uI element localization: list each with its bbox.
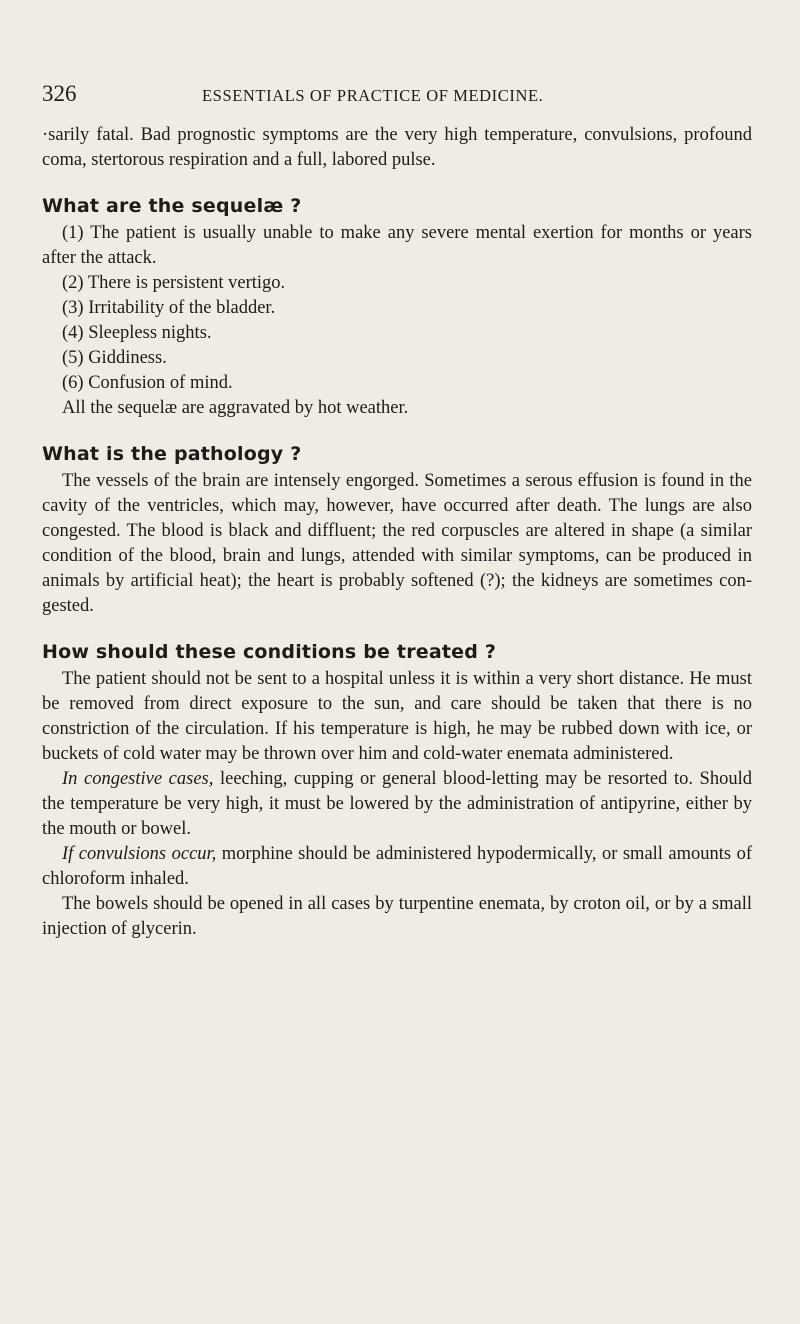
sequelae-closing: All the sequelæ are aggravated by hot weather. [62, 398, 409, 418]
body-text [42, 123, 752, 942]
congestive-lead: In congestive cases, [62, 769, 214, 789]
pathology-paragraph: The vessels of the brain are intensely engorged. Sometimes a serous effusion is found in the cavity of the ventricles, which may, however, have occurred after death. The lungs are also congested. The blood is black and diffluent; the red corpuscles are altered in shape (a similar condition of the blood, brain and lungs, attended with similar symptoms, can be produced in animals by artificial heat); the heart is probably softened (?); the kidneys are sometimes congested. [42, 471, 752, 616]
convulsions-paragraph [42, 842, 752, 892]
congestive-text: leeching, cupping or general blood-letting may be resorted to. Should the temperature be very high, it must be lowered by the administration of antipyrine, either by the mouth or bowel. [42, 769, 752, 839]
convulsions-lead: If convulsions occur, [62, 844, 217, 864]
list-item: (6) Confusion of mind. [62, 373, 233, 393]
list-item: (2) There is persistent vertigo. [62, 273, 286, 293]
page-header [42, 81, 760, 111]
bowels-paragraph: The bowels should be opened in all cases by turpentine enemata, by croton oil, or by a small injection of glycerin. [42, 894, 752, 939]
list-item: (5) Giddiness. [62, 348, 167, 368]
treatment-paragraph: The patient should not be sent to a hospital unless it is within a very short distance. He must be removed from direct exposure to the sun, and care should be taken that there is no constriction of the circulation. If his temperature is high, he may be rubbed down with ice, or buckets of cold water may be thrown over him and cold-water enemata administered. [42, 669, 752, 764]
list-item: (3) Irritability of the bladder. [62, 298, 276, 318]
list-item: (4) Sleepless nights. [62, 323, 212, 343]
pathology-question: What is the pathology ? [42, 443, 302, 465]
running-head: ESSENTIALS OF PRACTICE OF MEDICINE. [202, 86, 544, 105]
treatment-question: How should these conditions be treated ? [42, 641, 497, 663]
sequelae-question: What are the sequelæ ? [42, 195, 302, 217]
sequelae-list [42, 221, 752, 396]
list-item: (1) The patient is usually unable to make any severe mental exertion for months or years after the attack. [42, 223, 752, 268]
congestive-paragraph [42, 767, 752, 842]
intro-paragraph: ·sarily fatal. Bad prognostic symptoms are the very high temperature, convulsions, profound coma, stertorous respiration and a full, labored pulse. [42, 125, 752, 170]
page-number: 326 [42, 81, 77, 106]
convulsions-text: morphine should be administered hypodermically, or small amounts of chloroform inhaled. [42, 844, 752, 889]
